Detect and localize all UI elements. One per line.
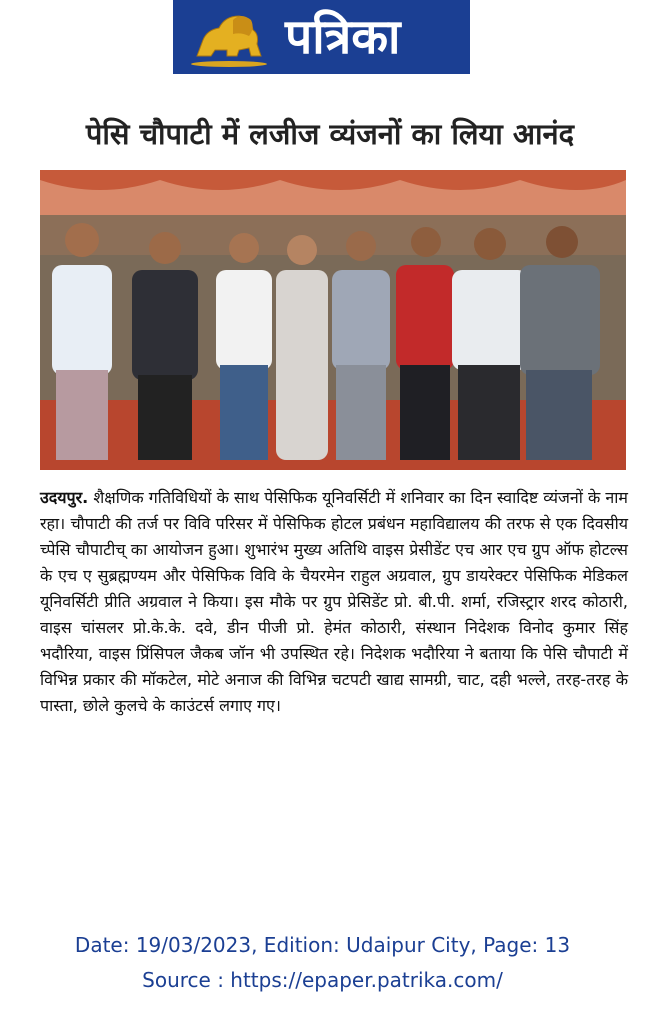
source-link[interactable]: Source : https://epaper.patrika.com/	[142, 968, 503, 992]
dateline: उदयपुर.	[40, 488, 89, 507]
article-body	[40, 485, 628, 719]
headline: पेसि चौपाटी में लजीज व्यंजनों का लिया आनंद	[85, 117, 575, 151]
group-photo	[40, 170, 626, 470]
article-text: शैक्षणिक गतिविधियों के साथ पेसिफिक यूनिवर्सिटी में शनिवार का दिन स्वादिष्ट व्यंजनों के नाम रहा। चौपाटी की तर्ज पर विवि परिसर में पेसिफिक होटल प्रबंधन महाविद्यालय की तरफ से एक दिवसीय च्पेसि चौपाटीच् का आयोजन हुआ। शुभारंभ मुख्य अतिथि वाइस प्रेसीडेंट एच आर एच ग्रुप ऑफ होटल्स के एच ए सुब्रह्मण्यम और पेसिफिक विवि के चैयरमेन राहुल अग्रवाल, ग्रुप डायरेक्टर पेसिफिक मेडिकल यूनिवर्सिटी प्रीति अग्रवाल ने किया। इस मौके पर ग्रुप प्रेसिडेंट प्रो. बी.पी. शर्मा, रजिस्ट्रार शरद कोठारी, वाइस चांसलर प्रो.के.के. दवे, डीन पीजी प्रो. हेमंत कोठारी, संस्थान निदेशक विनोद कुमार सिंह भदौरिया, वाइस प्रिंसिपल जैकब जॉन भी उपस्थित रहे। निदेशक भदौरिया ने बताया कि पेसि चौपाटी में विभिन्न प्रकार की मॉकटेल, मोटे अनाज की विभिन्न चटपटी खाद्य सामग्री, चाट, दही भल्ले, तरह-तरह के पास्ता, छोले कुलचे के काउंटर्स लगाए गए।	[40, 488, 628, 715]
brand-name: पत्रिका	[285, 9, 401, 65]
masthead	[173, 0, 470, 74]
lion-icon	[189, 6, 269, 68]
edition-info: Date: 19/03/2023, Edition: Udaipur City, Page: 13	[74, 933, 571, 957]
